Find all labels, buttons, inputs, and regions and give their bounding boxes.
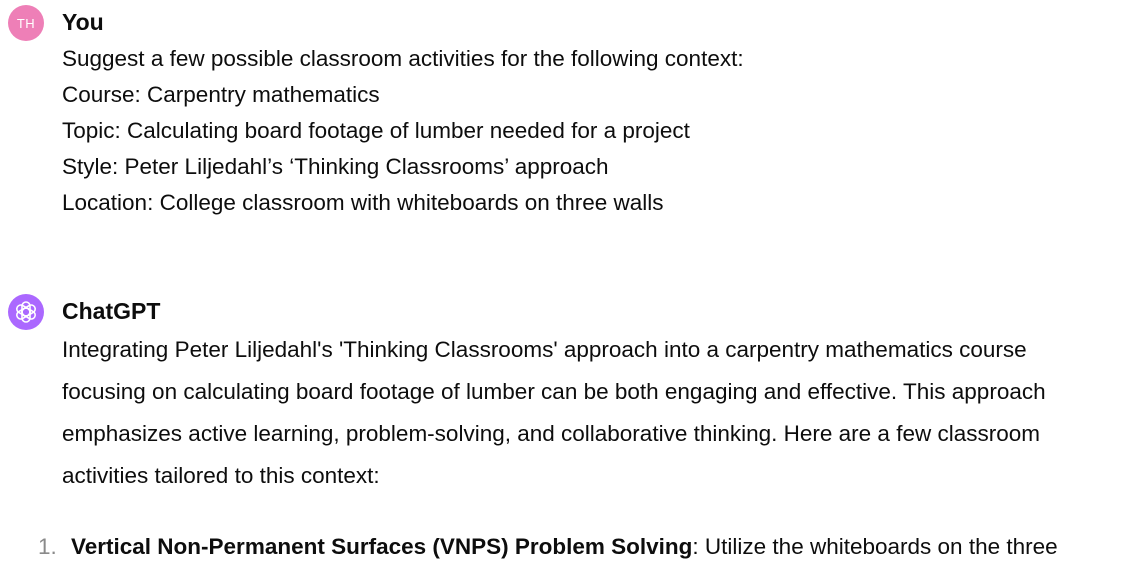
assistant-intro-paragraph: Integrating Peter Liljedahl's 'Thinking Classrooms' approach into a carpentry mathematics course focusing on calculating board footage of lumber can be both engaging and effective. This approach emphasizes active learning, problem-solving, and collaborative thinking. Here are a few classroom activities tailored to this context: <box>62 337 1046 488</box>
assistant-message-text <box>62 329 1108 497</box>
assistant-avatar <box>8 294 44 330</box>
user-message-line: Suggest a few possible classroom activities for the following context: <box>62 46 744 71</box>
assistant-author-name: ChatGPT <box>62 298 161 324</box>
user-author-name: You <box>62 9 104 35</box>
openai-logo-icon <box>13 299 39 325</box>
user-avatar: TH <box>8 5 44 41</box>
user-message-text <box>62 41 744 221</box>
list-item-title: Vertical Non-Permanent Surfaces (VNPS) Problem Solving <box>71 534 693 559</box>
user-message-line: Topic: Calculating board footage of lumber needed for a project <box>62 118 690 143</box>
user-message-line: Course: Carpentry mathematics <box>62 82 380 107</box>
user-message-line: Style: Peter Liljedahl’s ‘Thinking Classrooms’ approach <box>62 154 609 179</box>
list-item-text <box>71 526 1058 568</box>
list-item-description: : Utilize the whiteboards on the three <box>692 534 1058 559</box>
list-item-number: 1. <box>38 534 57 559</box>
user-message-line: Location: College classroom with whiteboards on three walls <box>62 190 664 215</box>
